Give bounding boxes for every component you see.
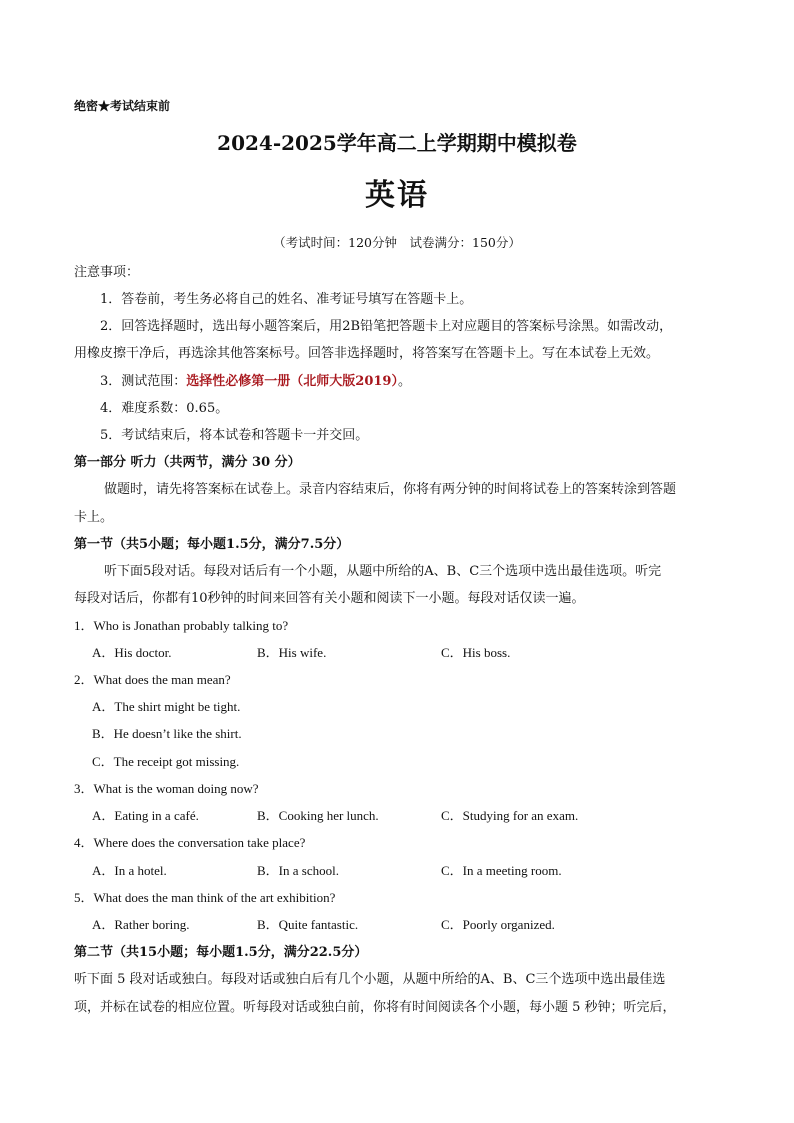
exam-title: 2024-2025学年高二上学期期中模拟卷 (217, 131, 577, 155)
question-1-stem: 1．Who is Jonathan probably talking to? (74, 618, 289, 633)
notice-item-2-line1: 2．回答选择题时，选出每小题答案后，用2B铅笔把答题卡上对应题目的答案标号涂黑。如需改动， (100, 319, 673, 334)
question-2-option-c: C．The receipt got missing. (92, 754, 240, 769)
secret-mark: 绝密★考试结束前 (74, 99, 171, 113)
test-scope: 选择性必修第一册（北师大版2019） (186, 374, 398, 389)
subject-title: 英语 (365, 178, 429, 213)
question-2-option-b: B．He doesn’t like the shirt. (92, 726, 242, 741)
section1-heading: 第一节（共5小题；每小题1.5分，满分7.5分） (74, 537, 350, 552)
notice-item-5: 5．考试结束后，将本试卷和答题卡一并交回。 (100, 428, 369, 443)
part1-heading: 第一部分 听力（共两节，满分 30 分） (74, 455, 301, 470)
question-4-option-c: C．In a meeting room. (441, 863, 562, 878)
question-3-option-b: B．Cooking her lunch. (257, 808, 379, 823)
question-3-option-c: C．Studying for an exam. (441, 808, 579, 823)
notice-item-3 (100, 370, 411, 389)
question-4-stem: 4．Where does the conversation take place? (74, 835, 306, 850)
section2-intro-line2: 项，并标在试卷的相应位置。听每段对话或独白前，你将有时间阅读各个小题，每小题 5 秒钟；听完后， (74, 1000, 676, 1015)
question-5-option-b: B．Quite fantastic. (257, 917, 359, 932)
part1-intro-line2: 卡上。 (74, 510, 114, 525)
question-4-option-b: B．In a school. (257, 863, 339, 878)
notice-item-2-line2: 用橡皮擦干净后，再选涂其他答案标号。回答非选择题时，将答案写在答题卡上。写在本试卷上无效。 (74, 346, 660, 361)
notice-item-3-suffix: 。 (397, 374, 411, 389)
question-1-option-a: A．His doctor. (92, 645, 172, 660)
question-5-option-c: C．Poorly organized. (441, 917, 555, 932)
question-2-stem: 2．What does the man mean? (74, 672, 231, 687)
question-3-stem: 3．What is the woman doing now? (74, 781, 259, 796)
section2-heading: 第二节（共15小题；每小题1.5分，满分22.5分） (74, 945, 368, 960)
part1-intro-line1: 做题时，请先将答案标在试卷上。录音内容结束后，你将有两分钟的时间将试卷上的答案转涂到答题 (104, 482, 677, 497)
notice-item-1: 1．答卷前，考生务必将自己的姓名、准考证号填写在答题卡上。 (100, 292, 473, 307)
exam-info: （考试时间：120分钟 试卷满分：150分） (273, 235, 521, 250)
question-1-option-c: C．His boss. (441, 645, 511, 660)
notice-item-3-prefix: 3．测试范围： (100, 374, 187, 389)
question-1-option-b: B．His wife. (257, 645, 327, 660)
question-3-option-a: A．Eating in a café. (92, 808, 199, 823)
question-5-stem: 5．What does the man think of the art exhibition? (74, 890, 336, 905)
section1-intro-line1: 听下面5段对话。每段对话后有一个小题，从题中所给的A、B、C三个选项中选出最佳选项。听完 (104, 564, 662, 579)
notice-item-4: 4．难度系数：0.65。 (100, 401, 229, 416)
question-5-option-a: A．Rather boring. (92, 917, 190, 932)
notice-heading: 注意事项： (74, 265, 140, 280)
question-2-option-a: A．The shirt might be tight. (92, 699, 241, 714)
section2-intro-line1: 听下面 5 段对话或独白。每段对话或独白后有几个小题，从题中所给的A、B、C三个选项中选出最佳选 (74, 972, 666, 987)
question-4-option-a: A．In a hotel. (92, 863, 167, 878)
section1-intro-line2: 每段对话后，你都有10秒钟的时间来回答有关小题和阅读下一小题。每段对话仅读一遍。 (74, 591, 585, 606)
